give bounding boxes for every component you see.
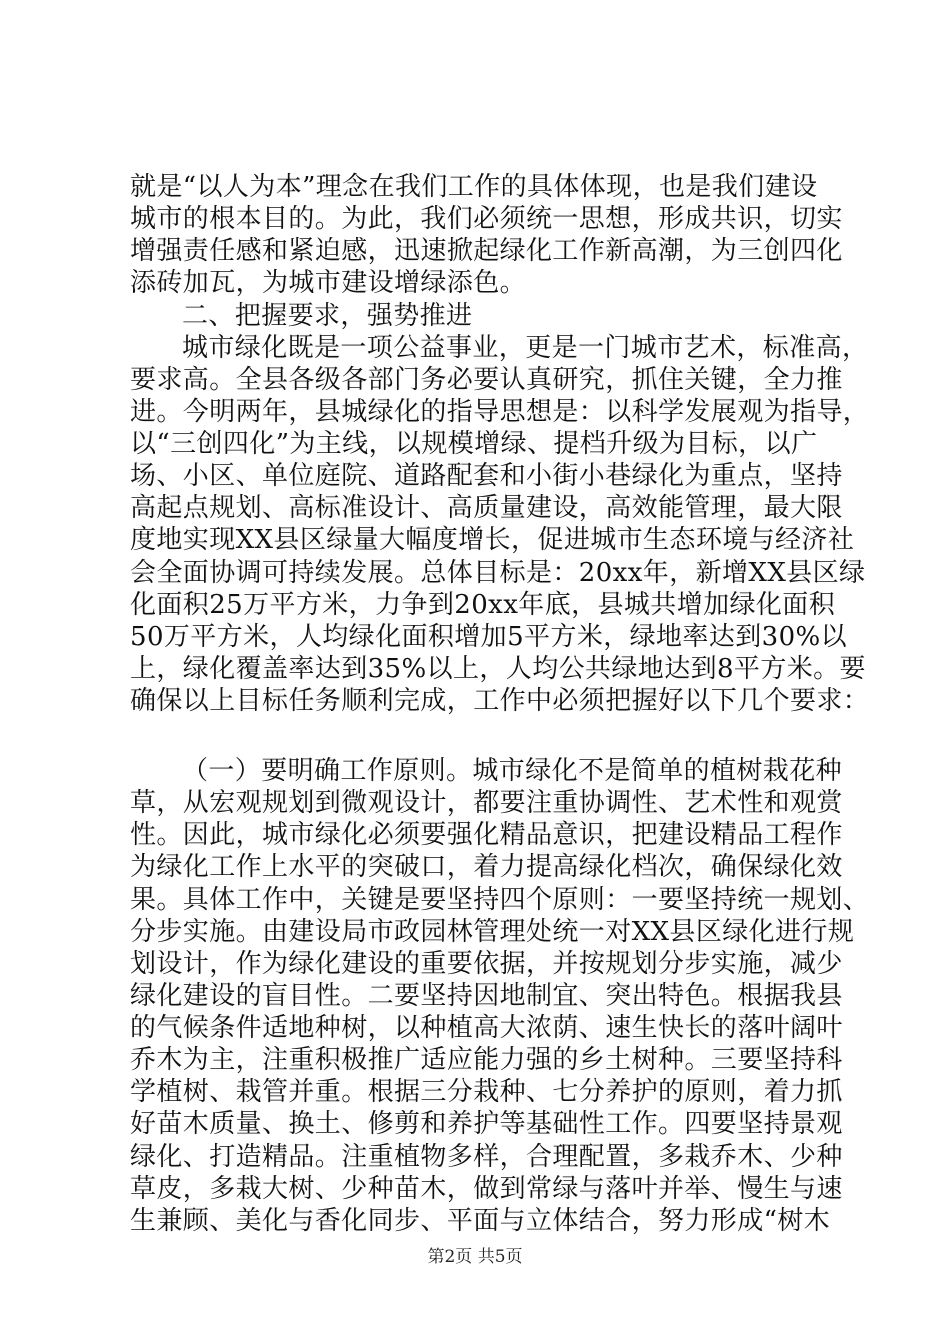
text-line: 确保以上目标任务顺利完成，工作中必须把握好以下几个要求： bbox=[130, 686, 870, 716]
text-line: 城市绿化既是一项公益事业，更是一门城市艺术，标准高， bbox=[182, 333, 869, 363]
text-line: 果。具体工作中，关键是要坚持四个原则：一要坚持统一规划、 bbox=[130, 885, 870, 915]
text-line: 添砖加瓦，为城市建设增绿添色。 bbox=[130, 268, 527, 298]
text-line: 划设计，作为绿化建设的重要依据，并按规划分步实施，减少 bbox=[130, 949, 843, 979]
text-line: 化面积25万平方米，力争到20xx年底，县城共增加绿化面积 bbox=[130, 590, 836, 620]
text-line: 上，绿化覆盖率达到35%以上，人均公共绿地达到8平方米。要 bbox=[130, 654, 866, 684]
text-line: 以“三创四化”为主线，以规模增绿、提档升级为目标，以广 bbox=[130, 429, 818, 459]
text-line: 要求高。全县各级各部门务必要认真研究，抓住关键，全力推 bbox=[130, 365, 843, 395]
text-line: 草皮，多栽大树、少种苗木，做到常绿与落叶并举、慢生与速 bbox=[130, 1174, 843, 1204]
text-line: 就是“以人为本”理念在我们工作的具体体现，也是我们建设 bbox=[130, 172, 818, 202]
text-line: 的气候条件适地种树，以种植高大浓荫、速生快长的落叶阔叶 bbox=[130, 1013, 843, 1043]
text-line: 草，从宏观规划到微观设计，都要注重协调性、艺术性和观赏 bbox=[130, 788, 843, 818]
text-line: 场、小区、单位庭院、道路配套和小街小巷绿化为重点，坚持 bbox=[130, 461, 843, 491]
text-line: 乔木为主，注重积极推广适应能力强的乡土树种。三要坚持科 bbox=[130, 1045, 843, 1075]
text-line: 城市的根本目的。为此，我们必须统一思想，形成共识，切实 bbox=[130, 204, 843, 234]
text-line: 性。因此，城市绿化必须要强化精品意识，把建设精品工程作 bbox=[130, 820, 843, 850]
text-line: 好苗木质量、换土、修剪和养护等基础性工作。四要坚持景观 bbox=[130, 1109, 843, 1139]
section-heading: 二、把握要求，强势推进 bbox=[182, 301, 473, 331]
text-line: （一）要明确工作原则。城市绿化不是简单的植树栽花种 bbox=[182, 756, 843, 786]
text-line: 分步实施。由建设局市政园林管理处统一对XX县区绿化进行规 bbox=[130, 917, 855, 947]
page-number-footer: 第2页 共5页 bbox=[427, 1247, 523, 1267]
text-line: 生兼顾、美化与香化同步、平面与立体结合，努力形成“树木 bbox=[130, 1206, 831, 1236]
text-line: 增强责任感和紧迫感，迅速掀起绿化工作新高潮，为三创四化 bbox=[130, 236, 843, 266]
text-line: 为绿化工作上水平的突破口，着力提高绿化档次，确保绿化效 bbox=[130, 852, 843, 882]
text-line: 绿化建设的盲目性。二要坚持因地制宜、突出特色。根据我县 bbox=[130, 981, 843, 1011]
text-line: 学植树、栽管并重。根据三分栽种、七分养护的原则，着力抓 bbox=[130, 1077, 843, 1107]
text-line: 高起点规划、高标准设计、高质量建设，高效能管理，最大限 bbox=[130, 493, 843, 523]
text-line: 会全面协调可持续发展。总体目标是：20xx年，新增XX县区绿 bbox=[130, 558, 866, 588]
text-line: 绿化、打造精品。注重植物多样，合理配置，多栽乔木、少种 bbox=[130, 1142, 843, 1172]
text-line: 进。今明两年，县城绿化的指导思想是：以科学发展观为指导， bbox=[130, 397, 870, 427]
text-line: 50万平方米，人均绿化面积增加5平方米，绿地率达到30%以 bbox=[130, 622, 848, 652]
text-line: 度地实现XX县区绿量大幅度增长，促进城市生态环境与经济社 bbox=[130, 525, 855, 555]
